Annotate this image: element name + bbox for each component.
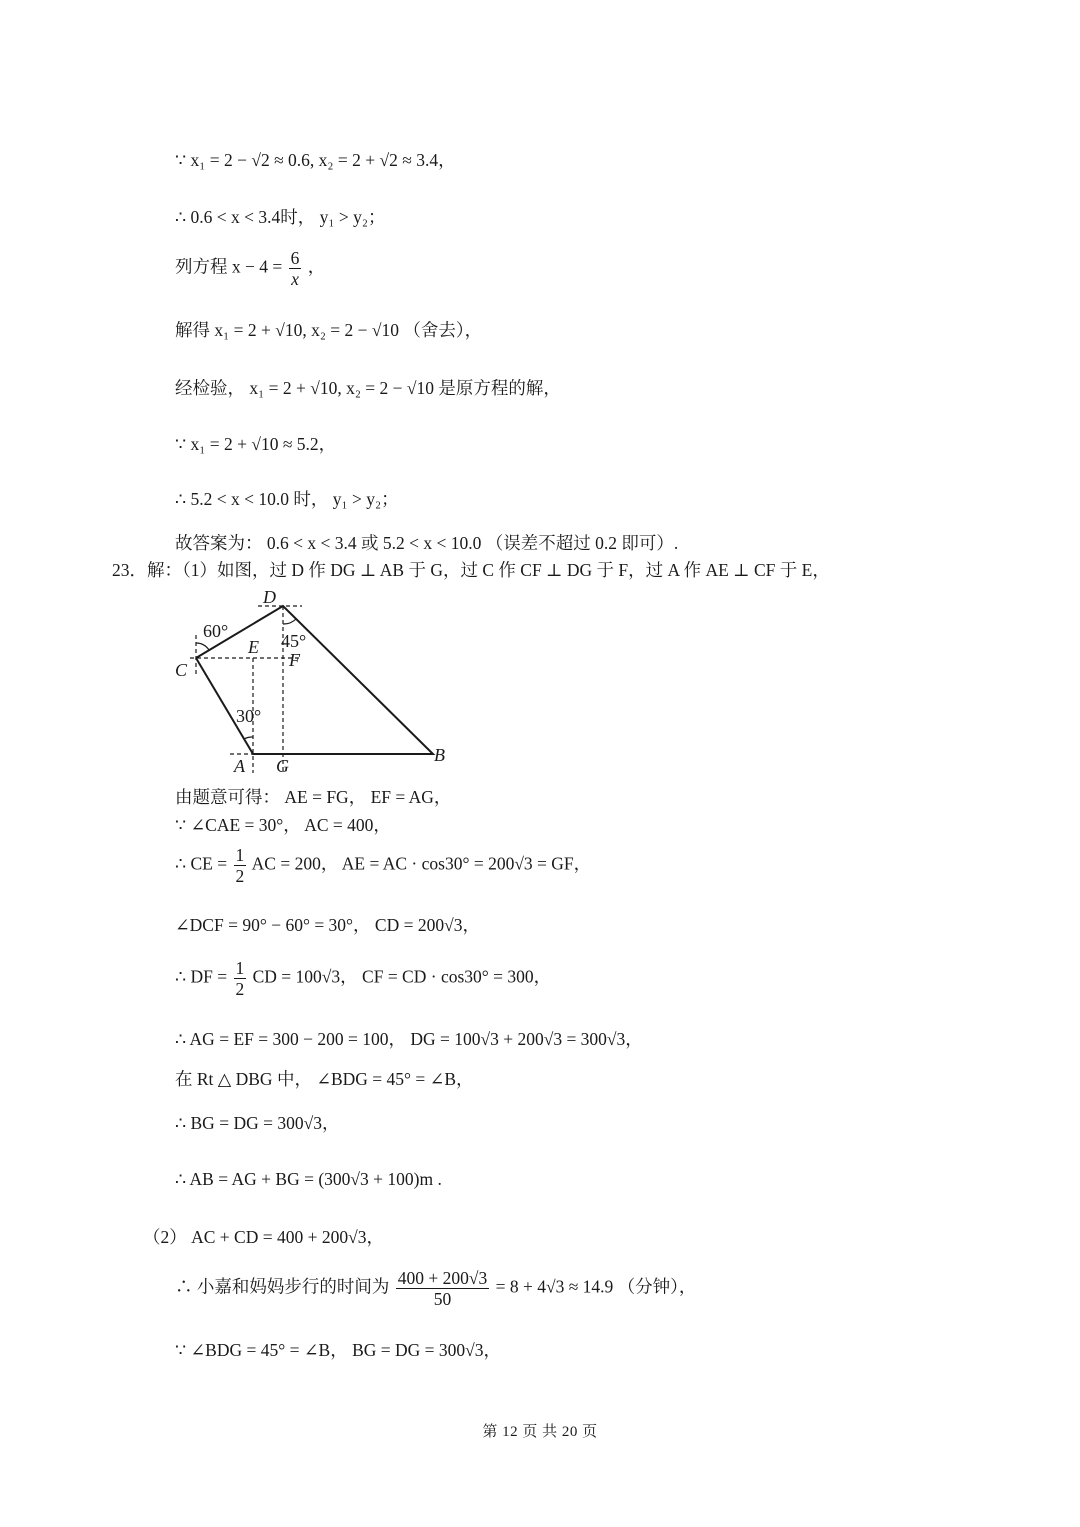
point-label-E: E (248, 637, 259, 657)
solution-line-15: ∴ AG = EF = 300 − 200 = 100， DG = 100√3 + 200√3 = 300√3， (175, 1029, 643, 1049)
fraction-numerator: 6 (290, 248, 300, 268)
angle-label-45: 45° (281, 631, 307, 651)
fraction-time (396, 1268, 489, 1309)
fraction-6-over-x (289, 248, 302, 289)
solution-line-2: ∴ 0.6 < x < 3.4时， y₁ > y₂； (175, 207, 386, 227)
fraction-denominator: 50 (433, 1289, 452, 1309)
solution-line-6: ∵ x₁ = 2 + √10 ≈ 5.2， (175, 434, 337, 454)
fraction-numerator: 1 (235, 845, 245, 865)
point-label-D: D (263, 587, 276, 607)
point-label-G: G (276, 756, 289, 776)
point-label-B: B (434, 745, 445, 765)
solution-line-3 (175, 248, 325, 289)
equation-prefix: ∴ CE = (175, 853, 228, 874)
fraction-numerator: 1 (235, 958, 245, 978)
quadrilateral-ABDC (196, 606, 433, 754)
page-footer: 第 12 页 共 20 页 (482, 1424, 598, 1440)
answer-line: 故答案为： 0.6 < x < 3.4 或 5.2 < x < 10.0 （误差不超过 0.2 即可）. (175, 533, 679, 553)
question-23-intro: 23．解：（1）如图，过 D 作 DG ⊥ AB 于 G，过 C 作 CF ⊥ DG 于 F，过 A 作 AE ⊥ CF 于 E， (112, 560, 830, 580)
equation-suffix: = 8 + 4√3 ≈ 14.9 （分钟）， (495, 1276, 697, 1297)
fraction-numerator: 400 + 200√3 (397, 1268, 488, 1288)
solution-line-12 (175, 845, 591, 886)
angle-arc-30 (244, 737, 253, 739)
solution-line-16: 在 Rt △ DBG 中， ∠BDG = 45° = ∠B， (175, 1069, 474, 1089)
angle-label-30: 30° (236, 706, 262, 726)
solution-line-17: ∴ BG = DG = 300√3， (175, 1113, 340, 1133)
solution-line-7: ∴ 5.2 < x < 10.0 时， y₁ > y₂； (175, 489, 399, 509)
angle-arc-60 (196, 643, 209, 650)
part-2-line: （2） AC + CD = 400 + 200√3， (143, 1227, 384, 1247)
point-label-F: F (289, 650, 300, 670)
solution-line-10: 由题意可得： AE = FG， EF = AG， (175, 787, 452, 807)
equation-prefix: 列方程 x − 4 = (175, 256, 283, 277)
geometry-diagram (170, 585, 470, 780)
point-label-C: C (175, 660, 188, 680)
fraction-one-half (234, 958, 247, 999)
angle-arc-45 (283, 619, 296, 624)
equation-suffix: AC = 200， AE = AC · cos30° = 200√3 = GF， (251, 853, 592, 874)
solution-line-14 (175, 958, 551, 999)
solution-line-4: 解得 x₁ = 2 + √10, x₂ = 2 − √10 （舍去）， (175, 320, 483, 340)
solution-line-20 (175, 1268, 696, 1309)
equation-suffix: ， (307, 256, 326, 277)
equation-suffix: CD = 100√3， CF = CD · cos30° = 300， (252, 966, 552, 987)
solution-line-5: 经检验， x₁ = 2 + √10, x₂ = 2 − √10 是原方程的解， (175, 378, 561, 398)
fraction-denominator: 2 (235, 979, 245, 999)
solution-line-13: ∠DCF = 90° − 60° = 30°， CD = 200√3， (175, 915, 480, 935)
solution-line-11: ∵ ∠CAE = 30°， AC = 400， (175, 815, 391, 835)
equation-prefix: ∴ 小嘉和妈妈步行的时间为 (175, 1276, 390, 1297)
fraction-one-half (234, 845, 247, 886)
equation-prefix: ∴ DF = (175, 966, 228, 987)
solution-line-18: ∴ AB = AG + BG = (300√3 + 100)m . (175, 1169, 442, 1189)
angle-label-60: 60° (203, 621, 229, 641)
point-label-A: A (234, 756, 245, 776)
solution-line-1: ∵ x₁ = 2 − √2 ≈ 0.6, x₂ = 2 + √2 ≈ 3.4， (175, 150, 456, 170)
solution-line-21: ∵ ∠BDG = 45° = ∠B， BG = DG = 300√3， (175, 1340, 501, 1360)
fraction-denominator: x (291, 269, 299, 289)
fraction-denominator: 2 (235, 866, 245, 886)
